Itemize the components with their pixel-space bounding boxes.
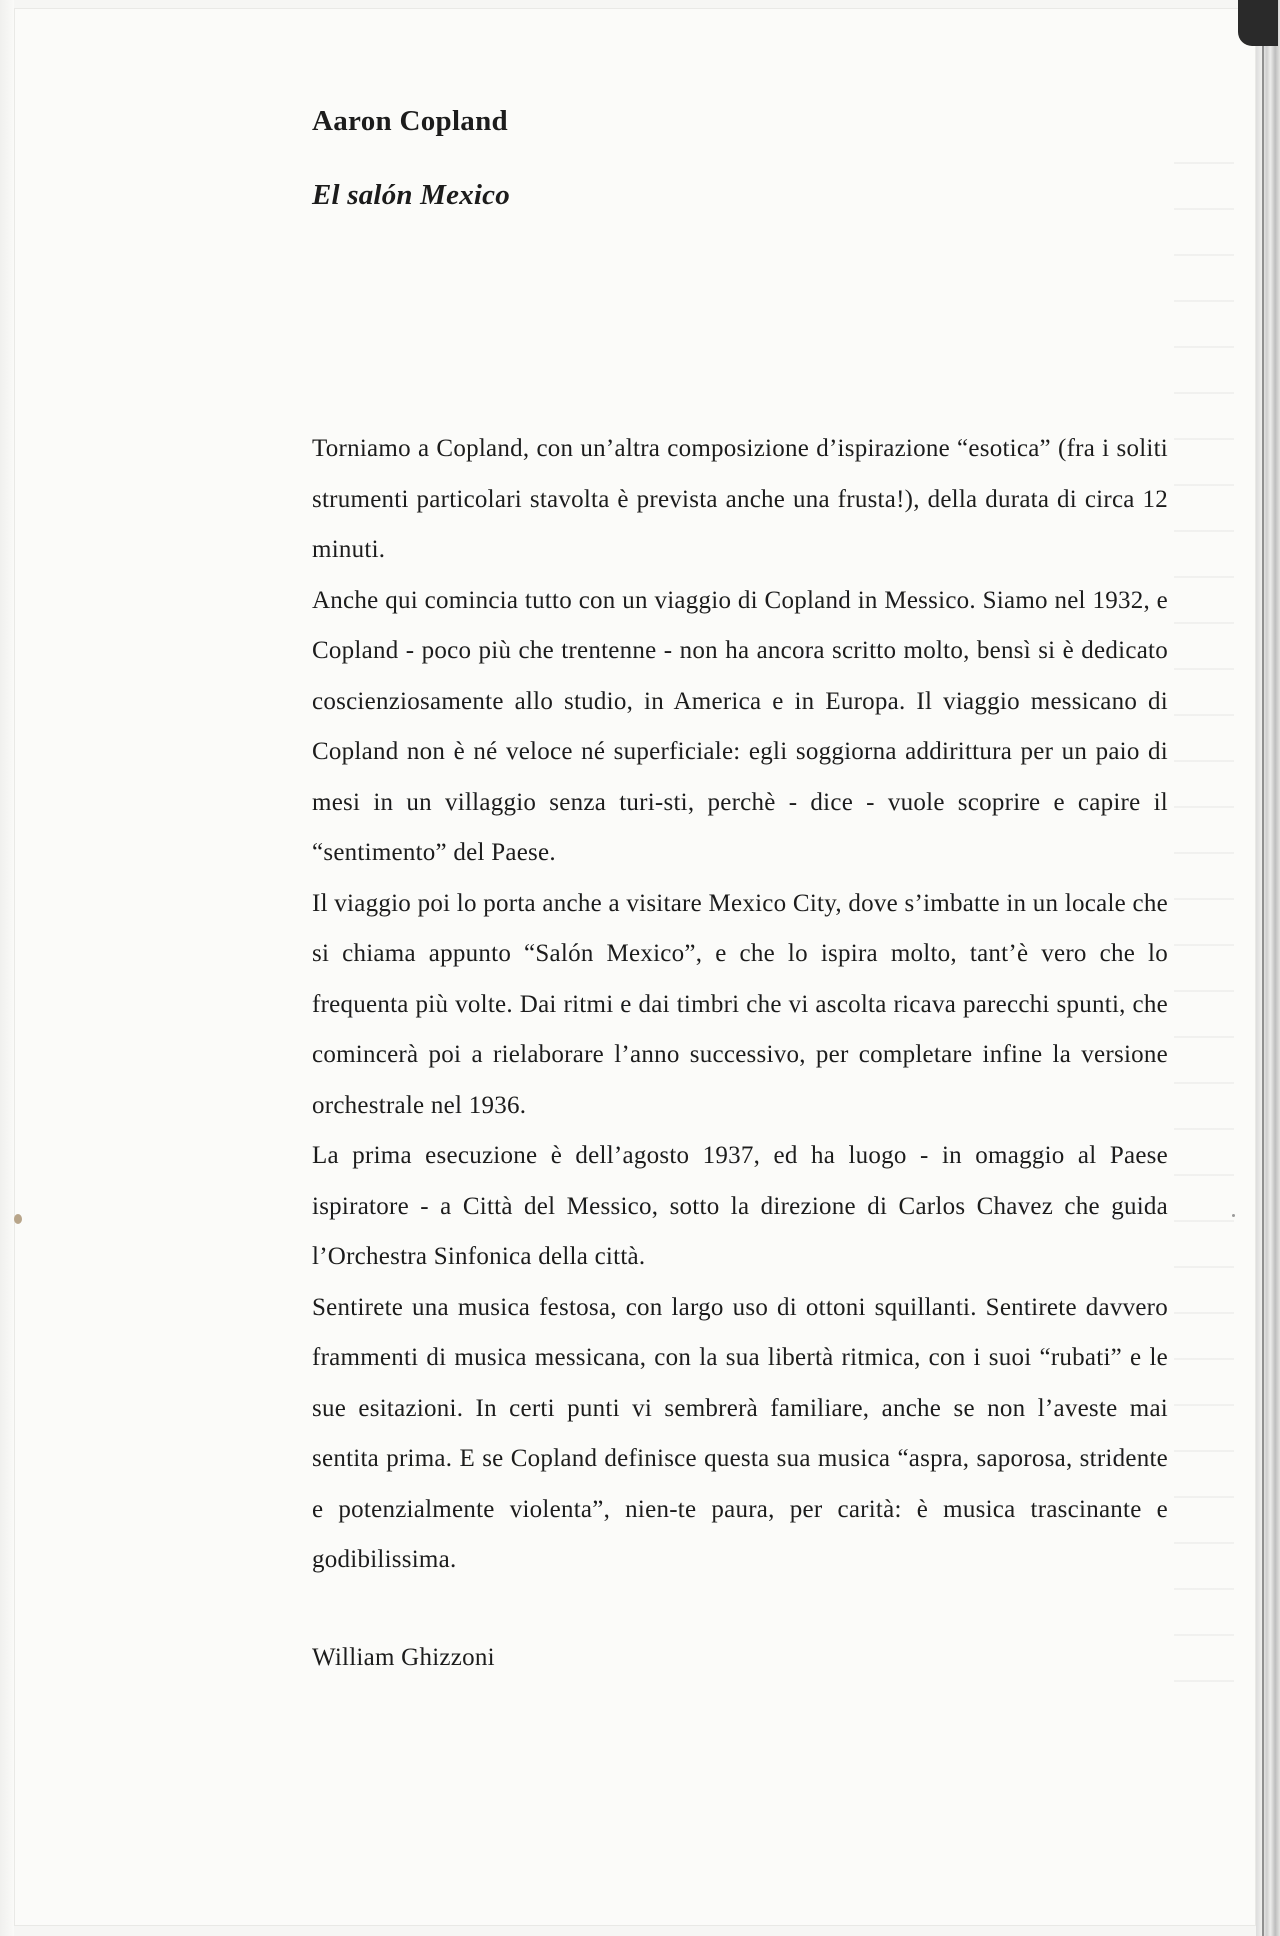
paragraph-premiere: La prima esecuzione è dell’agosto 1937, ed ha luogo - in omaggio al Paese ispiratore - a Città del Messico, sotto la direzione di Carlos Chavez che guida l’Orchestra Sinfonica della città. <box>312 1142 1168 1270</box>
paper-speck <box>14 1214 22 1224</box>
show-through-text <box>1174 118 1234 1718</box>
paragraph-intro: Torniamo a Copland, con un’altra composizione d’ispirazione “esotica” (fra i soliti strumenti particolari stavolta è prevista anche una frusta!), della durata di circa 12 minuti. <box>312 435 1168 563</box>
author-name: Aaron Copland <box>312 105 508 137</box>
work-title: El salón Mexico <box>312 179 510 211</box>
page-edge-shadow <box>1262 0 1264 1936</box>
paper-speck <box>1232 1214 1235 1217</box>
author-signature: William Ghizzoni <box>312 1643 495 1671</box>
article <box>312 98 1168 1682</box>
paragraph-journey: Anche qui comincia tutto con un viaggio di Copland in Messico. Siamo nel 1932, e Copland - poco più che trentenne - non ha ancora scritto molto, bensì si è dedicato coscienziosamente allo studio, in America e in Europa. Il viaggio messicano di Copland non è né veloce né superficiale: egli soggiorna addirittura per un paio di mesi in un villaggio senza turi-sti, perchè - dice - vuole scoprire e capire il “sentimento” del Paese. <box>312 586 1168 866</box>
page-left-margin <box>0 0 14 1936</box>
paragraph-mexico-city: Il viaggio poi lo porta anche a visitare Mexico City, dove s’imbatte in un locale che si chiama appunto “Salón Mexico”, e che lo ispira molto, tant’è vero che lo frequenta più volte. Dai ritmi e dai timbri che vi ascolta ricava parecchi spunti, che comincerà poi a rielaborare l’anno successivo, per completare infine la versione orchestrale nel 1936. <box>312 889 1168 1119</box>
article-body <box>312 424 1168 1586</box>
page-corner-shadow <box>1238 0 1278 46</box>
page-edge-stack <box>1256 0 1280 1936</box>
paragraph-listening: Sentirete una musica festosa, con largo uso di ottoni squillanti. Sentirete davvero frammenti di musica messicana, con la sua libertà ritmica, con i suoi “rubati” e le sue esitazioni. In certi punti vi sembrerà familiare, anche se non l’aveste mai sentita prima. E se Copland definisce questa sua musica “aspra, saporosa, stridente e potenzialmente violenta”, nien-te paura, per carità: è musica trascinante e godibilissima. <box>312 1293 1168 1573</box>
